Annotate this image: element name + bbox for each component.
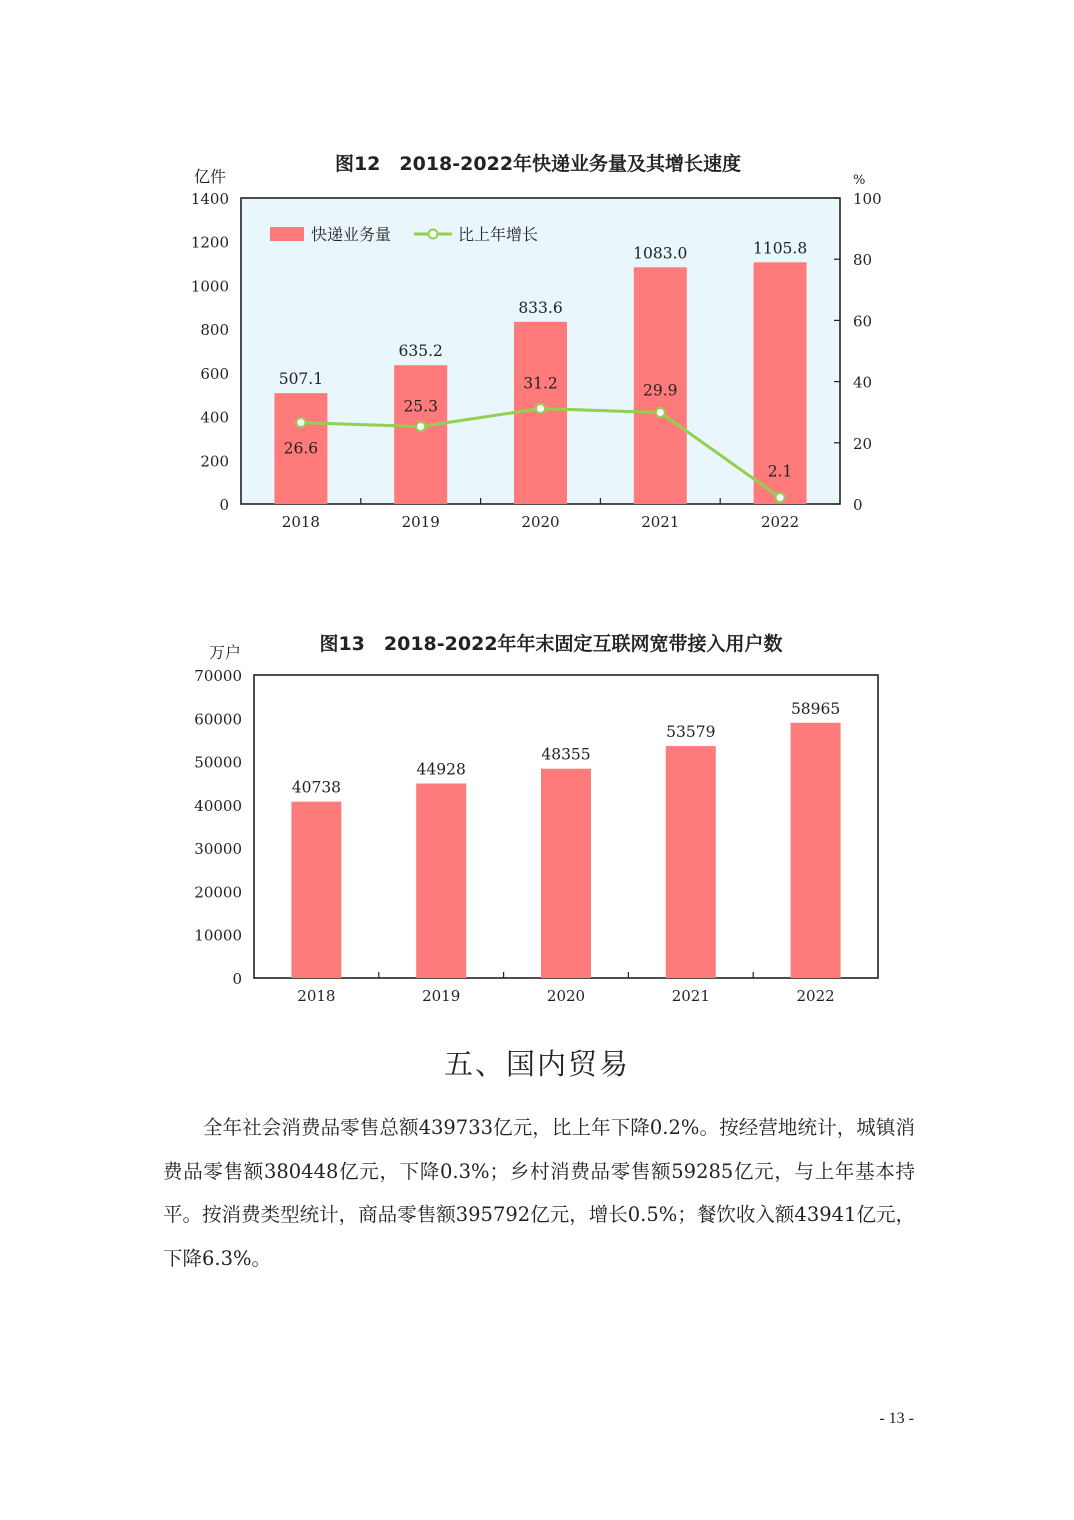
bar xyxy=(541,769,591,978)
bar xyxy=(791,723,841,978)
growth-point xyxy=(656,408,665,417)
bar-value-label: 48355 xyxy=(541,745,591,764)
bar-value-label: 1083.0 xyxy=(633,244,688,263)
bar-value-label: 58965 xyxy=(790,699,841,718)
bar-value-label: 53579 xyxy=(666,723,716,742)
x-tick-label: 2020 xyxy=(521,513,560,531)
x-tick-label: 2021 xyxy=(641,513,680,531)
x-tick-label: 2022 xyxy=(761,513,800,531)
section-heading: 五、国内贸易 xyxy=(443,1047,630,1081)
y-tick-label: 200 xyxy=(200,452,229,471)
bar-value-label: 1105.8 xyxy=(752,239,808,258)
y2-axis-unit: % xyxy=(853,173,866,188)
chart-13-svg xyxy=(183,622,893,1018)
growth-point xyxy=(296,418,305,427)
growth-point xyxy=(776,493,785,502)
x-tick-label: 2018 xyxy=(281,513,320,531)
bar xyxy=(416,784,466,978)
legend-bar-swatch xyxy=(270,227,304,241)
growth-point xyxy=(416,422,425,431)
y-tick-label: 600 xyxy=(200,364,229,383)
y-tick-label: 1200 xyxy=(190,233,229,252)
chart-12-svg xyxy=(180,142,896,542)
chart-broadband-users xyxy=(183,622,893,1018)
y-axis-unit: 万户 xyxy=(209,643,242,662)
legend-bar-label: 快递业务量 xyxy=(311,225,392,244)
bar-value-label: 635.2 xyxy=(398,342,443,361)
y-tick-label: 0 xyxy=(219,496,229,514)
legend-line-marker xyxy=(429,230,438,239)
y-tick-label: 50000 xyxy=(194,753,242,772)
y-axis-unit: 亿件 xyxy=(194,167,227,186)
bar xyxy=(394,365,447,504)
bar-value-label: 40738 xyxy=(291,778,342,797)
chart-title: 图12 2018-2022年快递业务量及其增长速度 xyxy=(334,153,742,175)
chart-express-delivery xyxy=(180,142,896,542)
y-tick-label: 60000 xyxy=(194,710,242,729)
y2-tick-label: 20 xyxy=(853,434,873,453)
x-tick-label: 2022 xyxy=(796,987,835,1005)
growth-value-label: 25.3 xyxy=(403,397,438,416)
y-tick-label: 10000 xyxy=(194,926,242,945)
bar xyxy=(291,802,341,978)
chart-title: 图13 2018-2022年年末固定互联网宽带接入用户数 xyxy=(319,633,783,655)
y-tick-label: 20000 xyxy=(194,883,242,902)
y2-tick-label: 60 xyxy=(853,312,873,331)
bar xyxy=(666,746,716,978)
y2-tick-label: 40 xyxy=(853,373,873,392)
x-tick-label: 2018 xyxy=(297,987,336,1005)
y2-tick-label: 100 xyxy=(853,190,882,208)
growth-value-label: 26.6 xyxy=(283,439,319,458)
growth-value-label: 29.9 xyxy=(643,381,678,400)
growth-point xyxy=(536,404,545,413)
y-tick-label: 70000 xyxy=(194,667,242,685)
x-tick-label: 2019 xyxy=(401,513,440,531)
growth-value-label: 2.1 xyxy=(767,462,793,481)
legend-line-label: 比上年增长 xyxy=(458,225,539,244)
y-tick-label: 800 xyxy=(200,321,229,340)
growth-value-label: 31.2 xyxy=(523,374,558,393)
y-tick-label: 1400 xyxy=(190,190,229,208)
y-tick-label: 0 xyxy=(232,970,242,988)
bar-value-label: 507.1 xyxy=(278,370,324,389)
y-tick-label: 40000 xyxy=(194,796,242,815)
y2-tick-label: 80 xyxy=(853,251,873,270)
body-paragraph: 全年社会消费品零售总额439733亿元，比上年下降0.2%。按经营地统计，城镇消费品零售额380448亿元，下降0.3%；乡村消费品零售额59285亿元，与上年基本持平。按消费类型统计，商品零售额395792亿元，增长0.5%；餐饮收入额43941亿元，下降6.3%。 xyxy=(163,1116,915,1270)
x-tick-label: 2021 xyxy=(671,987,710,1005)
page-number: - 13 - xyxy=(879,1410,914,1427)
bar-value-label: 44928 xyxy=(416,760,466,779)
y-tick-label: 30000 xyxy=(194,840,242,859)
y-tick-label: 400 xyxy=(200,408,229,427)
bar-value-label: 833.6 xyxy=(518,298,563,317)
y-tick-label: 1000 xyxy=(190,277,229,296)
x-tick-label: 2020 xyxy=(546,987,586,1005)
x-tick-label: 2019 xyxy=(422,987,461,1005)
y2-tick-label: 0 xyxy=(853,496,863,514)
